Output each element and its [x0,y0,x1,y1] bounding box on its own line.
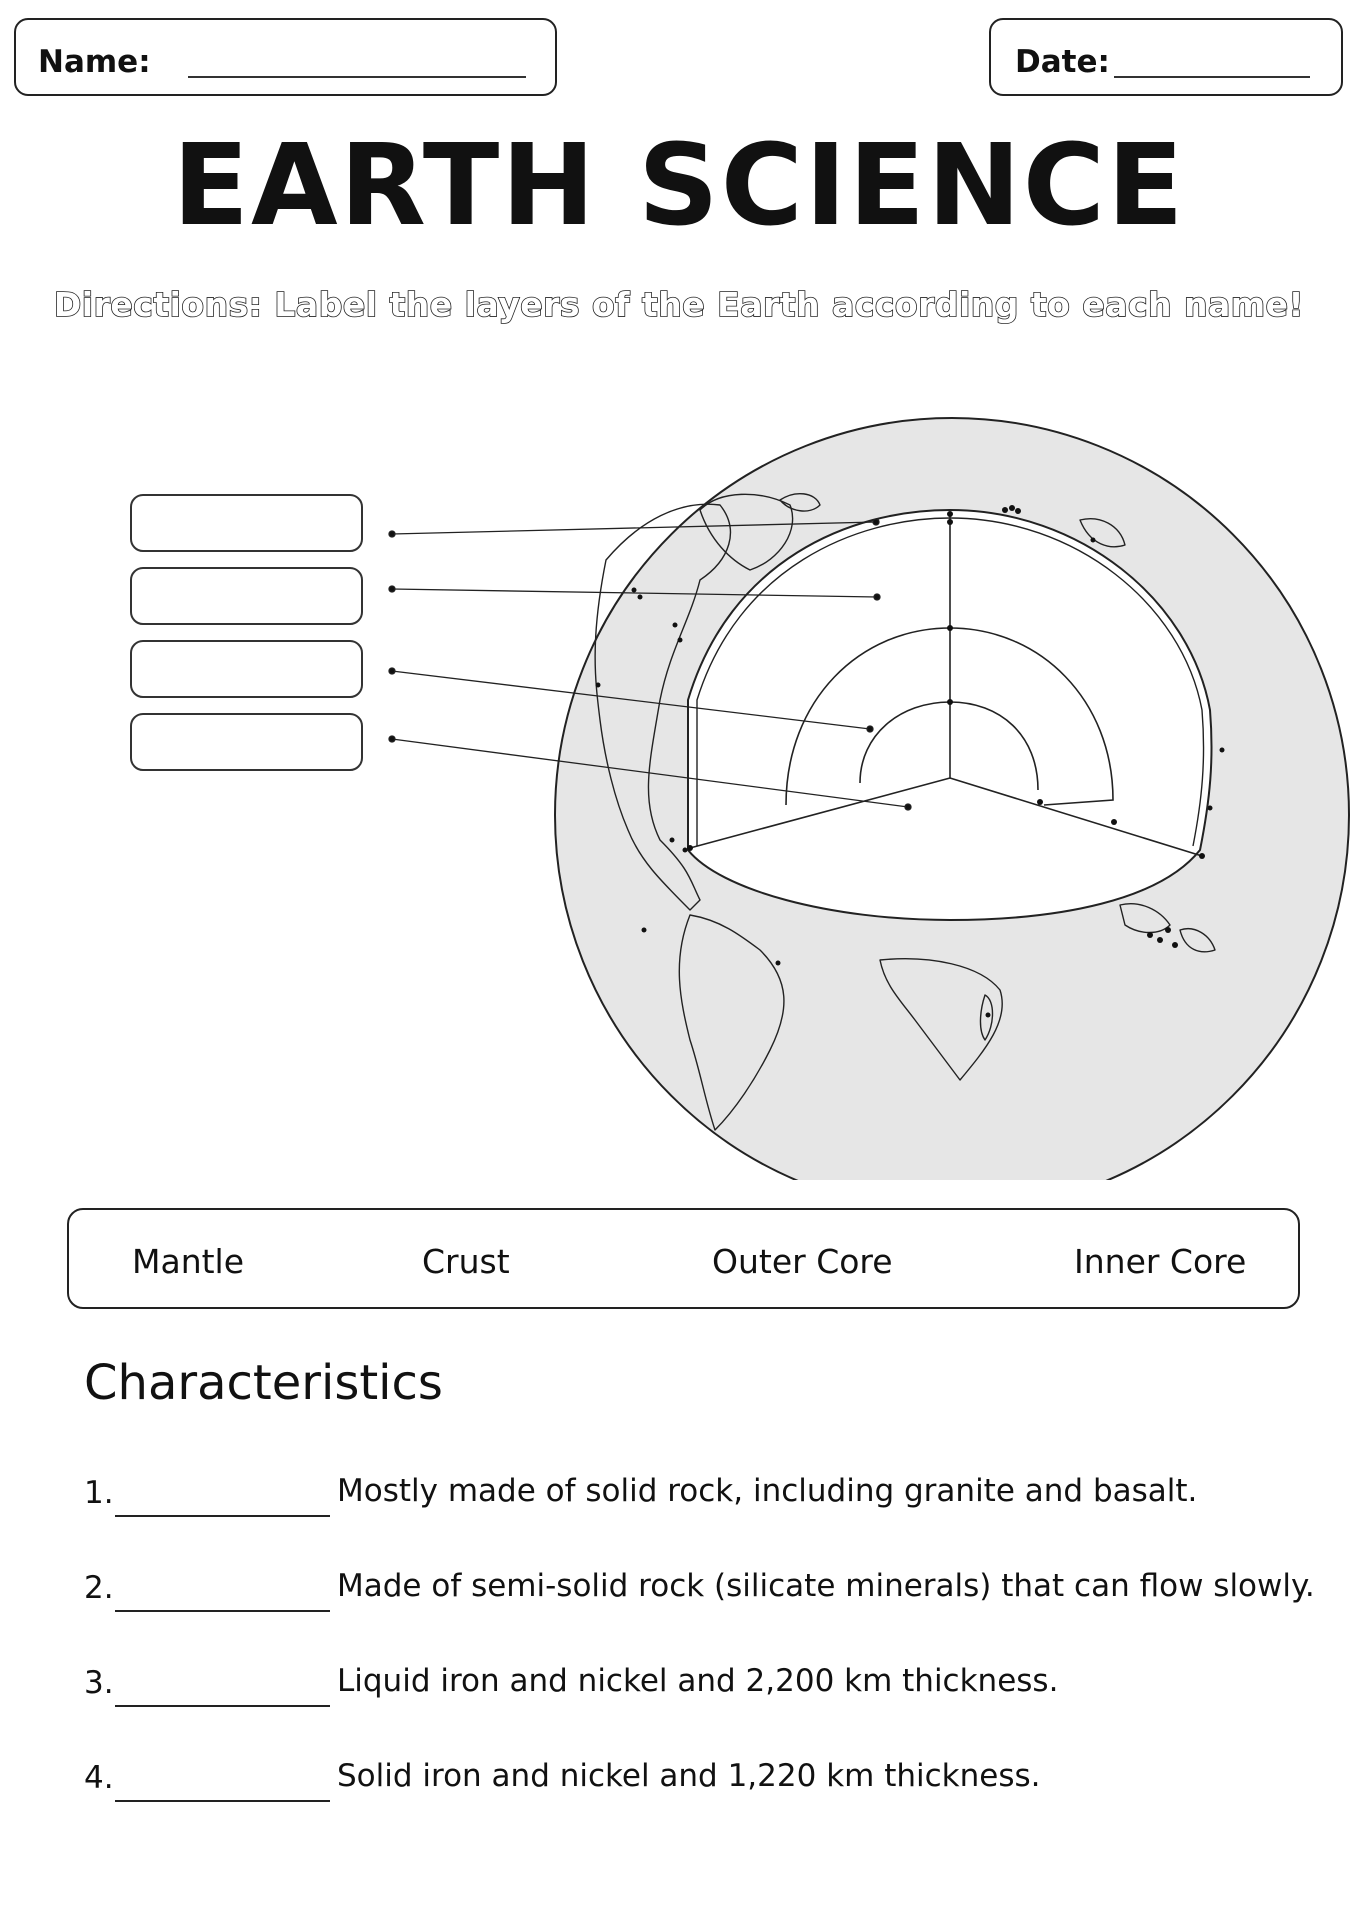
word-bank-item: Outer Core [712,1242,893,1281]
item-number: 4. [84,1760,114,1796]
characteristic-row [0,1750,1358,1810]
characteristic-row [0,1655,1358,1715]
answer-box-1[interactable] [130,494,363,552]
date-label: Date: [1015,44,1110,80]
item-text: Made of semi-solid rock (silicate minerals) that can flow slowly. [337,1568,1315,1604]
word-bank-item: Inner Core [1074,1242,1247,1281]
answer-blank[interactable] [115,1800,330,1802]
item-text: Liquid iron and nickel and 2,200 km thickness. [337,1663,1059,1699]
directions-text: Directions: Label the layers of the Earth according to each name! [53,285,1305,324]
item-number: 3. [84,1665,114,1701]
item-number: 1. [84,1475,114,1511]
word-bank-item: Mantle [132,1242,245,1281]
characteristic-row [0,1560,1358,1620]
answer-box-2[interactable] [130,567,363,625]
name-label: Name: [38,44,151,80]
item-text: Mostly made of solid rock, including granite and basalt. [337,1473,1198,1509]
answer-box-3[interactable] [130,640,363,698]
page-title: EARTH SCIENCE [172,121,1186,251]
item-number: 2. [84,1570,114,1606]
word-bank-item: Crust [422,1242,510,1281]
answer-blank[interactable] [115,1610,330,1612]
characteristic-row [0,1465,1358,1525]
answer-blank[interactable] [115,1705,330,1707]
characteristics-heading: Characteristics [84,1355,443,1411]
word-bank [67,1208,1300,1309]
answer-box-4[interactable] [130,713,363,771]
item-text: Solid iron and nickel and 1,220 km thickness. [337,1758,1041,1794]
answer-blank[interactable] [115,1515,330,1517]
